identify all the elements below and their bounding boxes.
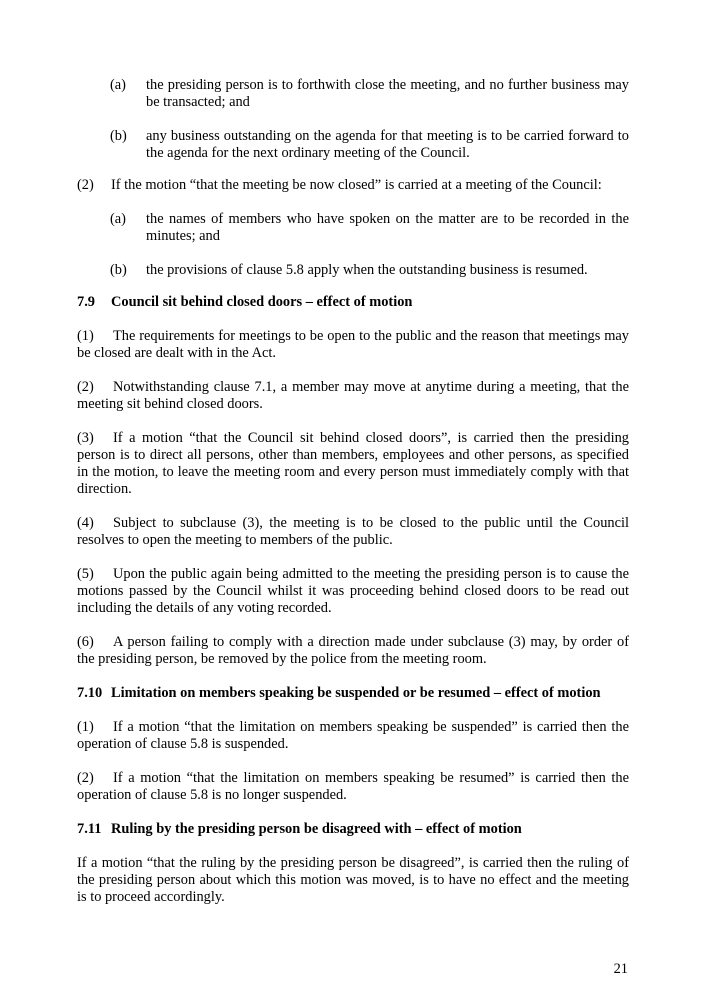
paragraph-7-9-4 <box>77 515 629 549</box>
paragraph-7-11 <box>77 855 629 906</box>
section-heading-7-10 <box>77 685 629 702</box>
subclause-text: the names of members who have spoken on the matter are to be recorded in the minutes; and <box>146 211 629 244</box>
section-title: Ruling by the presiding person be disagreed with – effect of motion <box>111 821 522 837</box>
section-title: Council sit behind closed doors – effect of motion <box>111 294 413 310</box>
section-heading-7-9 <box>77 294 629 311</box>
paragraph-text: If a motion “that the limitation on members speaking be resumed” is carried then the operation of clause 5.8 is no longer suspended. <box>77 770 629 803</box>
subclause-1a <box>77 77 629 111</box>
subclause-text: the provisions of clause 5.8 apply when the outstanding business is resumed. <box>146 262 588 278</box>
paragraph-7-9-5 <box>77 566 629 617</box>
clause-label: (2) <box>77 177 94 193</box>
paragraph-text: Subject to subclause (3), the meeting is to be closed to the public until the Council resolves to open the meeting to members of the public. <box>77 515 629 548</box>
subclause-2a <box>77 211 629 245</box>
paragraph-text: Upon the public again being admitted to the meeting the presiding person is to cause the motions passed by the Council whilst it was proceeding behind closed doors to be read out including the details of any voting recorded. <box>77 566 629 616</box>
paragraph-label: (4) <box>77 515 94 531</box>
section-number: 7.9 <box>77 294 95 310</box>
subclause-text: the presiding person is to forthwith close the meeting, and no further business may be transacted; and <box>146 77 629 110</box>
subclause-1b <box>77 128 629 162</box>
paragraph-label: (1) <box>77 328 94 344</box>
paragraph-label: (2) <box>77 770 94 786</box>
page-number: 21 <box>613 961 628 977</box>
paragraph-7-9-2 <box>77 379 629 413</box>
section-title: Limitation on members speaking be suspended or be resumed – effect of motion <box>111 685 601 701</box>
paragraph-text: If a motion “that the limitation on members speaking be suspended” is carried then the operation of clause 5.8 is suspended. <box>77 719 629 752</box>
subclause-label: (b) <box>110 262 127 278</box>
section-heading-7-11 <box>77 821 629 838</box>
paragraph-7-9-1 <box>77 328 629 362</box>
paragraph-text: The requirements for meetings to be open to the public and the reason that meetings may be closed are dealt with in the Act. <box>77 328 629 361</box>
paragraph-label: (2) <box>77 379 94 395</box>
paragraph-label: (3) <box>77 430 94 446</box>
subclause-label: (a) <box>110 211 126 227</box>
subclause-2b <box>77 262 629 279</box>
subclause-label: (a) <box>110 77 126 93</box>
paragraph-7-9-3 <box>77 430 629 498</box>
subclause-label: (b) <box>110 128 127 144</box>
paragraph-7-10-2 <box>77 770 629 804</box>
section-number: 7.10 <box>77 685 103 701</box>
section-number: 7.11 <box>77 821 102 837</box>
paragraph-text: Notwithstanding clause 7.1, a member may move at anytime during a meeting, that the meeting sit behind closed doors. <box>77 379 629 412</box>
paragraph-label: (6) <box>77 634 94 650</box>
document-page <box>77 77 629 923</box>
clause-2 <box>77 177 629 194</box>
clause-text: If the motion “that the meeting be now closed” is carried at a meeting of the Council: <box>111 177 602 193</box>
paragraph-text: If a motion “that the Council sit behind closed doors”, is carried then the presiding person is to direct all persons, other than members, employees and other persons, as specified in the motion, to leave the meeting room and every person must immediately comply with that direction. <box>77 430 629 497</box>
paragraph-label: (5) <box>77 566 94 582</box>
subclause-text: any business outstanding on the agenda for that meeting is to be carried forward to the agenda for the next ordinary meeting of the Council. <box>146 128 629 161</box>
paragraph-text: A person failing to comply with a direction made under subclause (3) may, by order of the presiding person, be removed by the police from the meeting room. <box>77 634 629 667</box>
paragraph-7-9-6 <box>77 634 629 668</box>
paragraph-label: (1) <box>77 719 94 735</box>
paragraph-text: If a motion “that the ruling by the presiding person be disagreed”, is carried then the ruling of the presiding person about which this motion was moved, is to have no effect and the meeting is to proceed accordingly. <box>77 855 629 905</box>
paragraph-7-10-1 <box>77 719 629 753</box>
